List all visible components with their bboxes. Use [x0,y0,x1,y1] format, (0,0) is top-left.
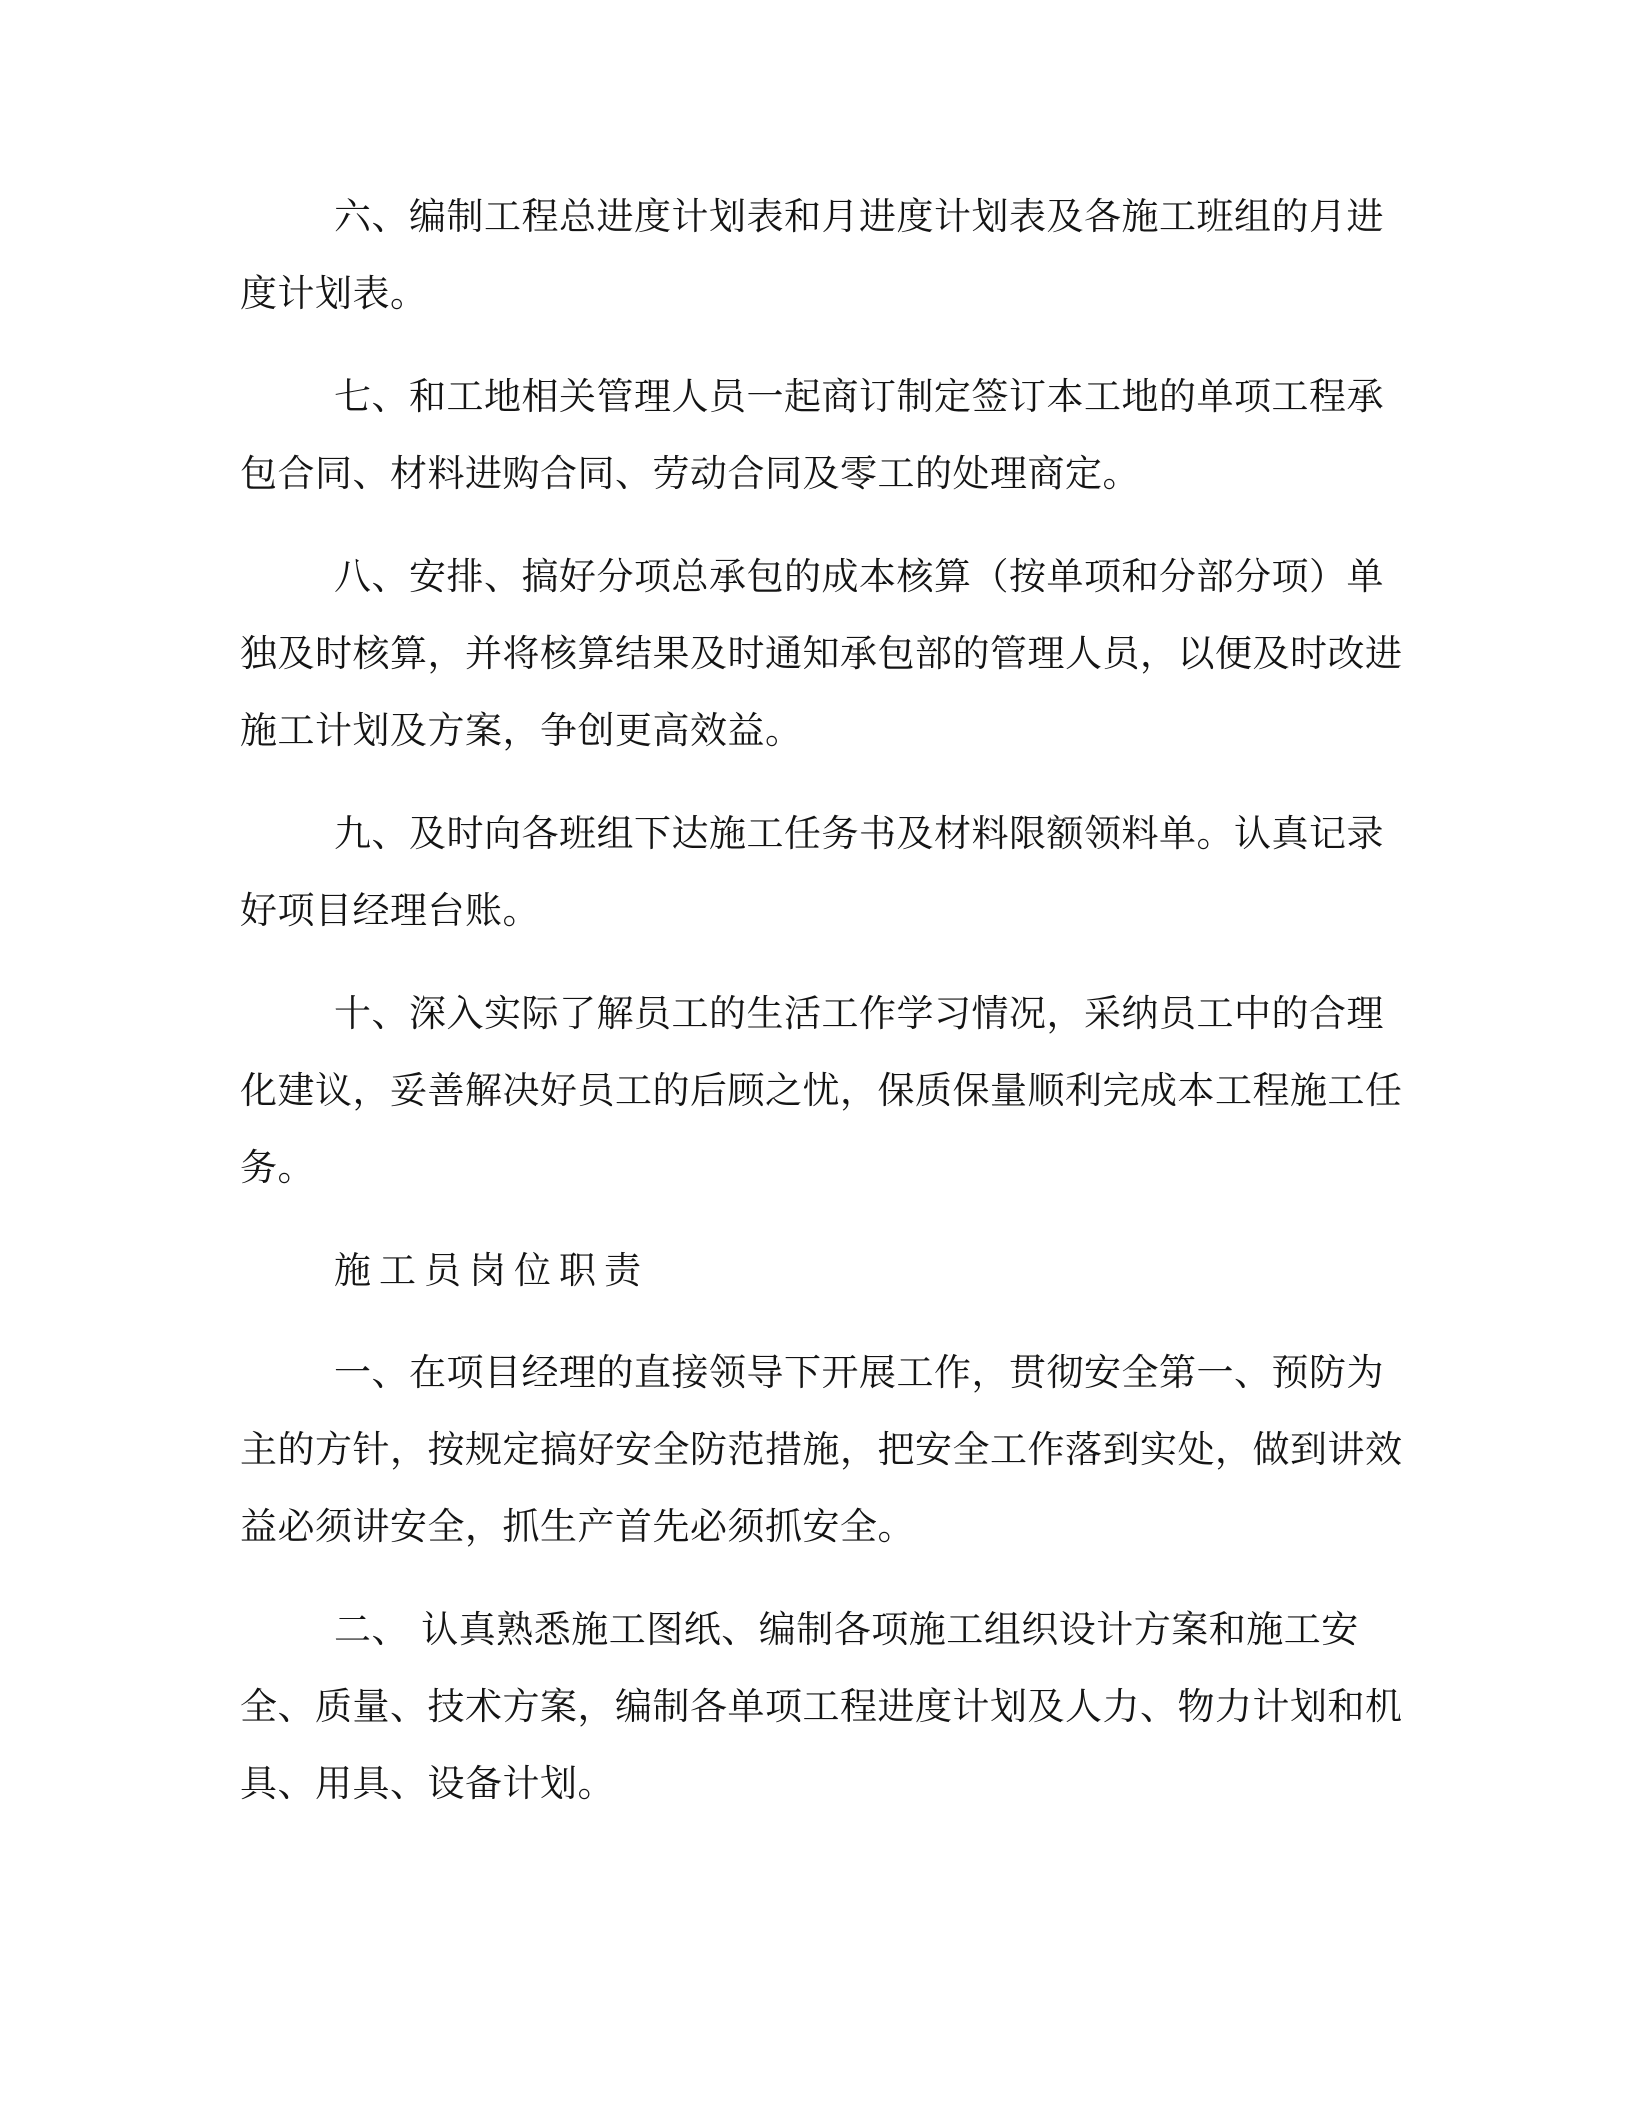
paragraph-item-7: 七、和工地相关管理人员一起商订制定签订本工地的单项工程承包合同、材料进购合同、劳动合同及零工的处理商定。 [240,375,1384,495]
section-paragraph-2: 二、 认真熟悉施工图纸、编制各项施工组织设计方案和施工安全、质量、技术方案，编制各单项工程进度计划及人力、物力计划和机具、用具、设备计划。 [240,1608,1403,1805]
paragraph-item-10: 十、深入实际了解员工的生活工作学习情况，采纳员工中的合理化建议，妥善解决好员工的后顾之忧，保质保量顺利完成本工程施工任务。 [240,992,1403,1189]
paragraph-item-9: 九、及时向各班组下达施工任务书及材料限额领料单。认真记录好项目经理台账。 [240,812,1384,932]
paragraph-item-6: 六、编制工程总进度计划表和月进度计划表及各施工班组的月进度计划表。 [240,195,1384,315]
section-paragraph-1: 一、在项目经理的直接领导下开展工作，贯彻安全第一、预防为主的方针，按规定搞好安全防范措施，把安全工作落到实处，做到讲效益必须讲安全，抓生产首先必须抓安全。 [240,1351,1403,1548]
section-heading: 施工员岗位职责 [334,1249,649,1292]
paragraph-item-8: 八、安排、搞好分项总承包的成本核算（按单项和分部分项）单独及时核算，并将核算结果及时通知承包部的管理人员，以便及时改进施工计划及方案，争创更高效益。 [240,555,1403,752]
